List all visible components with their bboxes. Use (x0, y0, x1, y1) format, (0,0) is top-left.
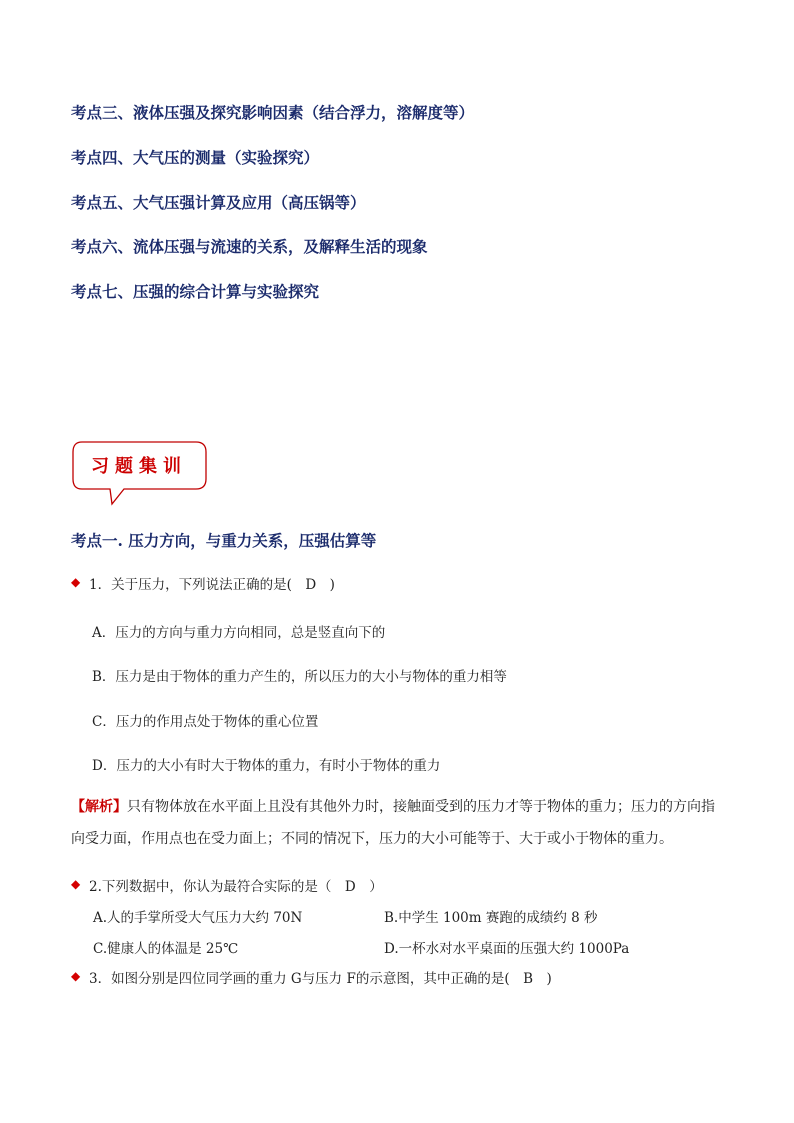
analysis-tag: 【解析】 (71, 799, 127, 815)
q2-option-b: B.中学生 100m 赛跑的成绩约 8 秒 (384, 910, 598, 926)
banner-label: 习题集训 (91, 456, 187, 477)
question-3-stem: 3．如图分别是四位同学画的重力 G与压力 F的示意图，其中正确的是( B ) (89, 971, 552, 987)
q1-option-b: B．压力是由于物体的重力产生的，所以压力的大小与物体的重力相等 (92, 669, 507, 685)
diamond-icon: ◆ (71, 969, 81, 983)
exercise-banner (72, 441, 212, 513)
section-heading: 考点一. 压力方向，与重力关系，压强估算等 (71, 531, 377, 550)
q2-option-a: A.人的手掌所受大气压力大约 70N (93, 910, 303, 926)
q1-option-c: C．压力的作用点处于物体的重心位置 (92, 714, 319, 730)
q2-option-d: D.一杯水对水平桌面的压强大约 1000Pa (384, 941, 630, 957)
diamond-icon: ◆ (71, 575, 81, 589)
analysis-line-2: 向受力面，作用点也在受力面上；不同的情况下，压力的大小可能等于、大于或小于物体的重力。 (71, 831, 673, 847)
diamond-icon: ◆ (71, 877, 81, 891)
q2-option-c: C.健康人的体温是 25℃ (93, 941, 239, 957)
topic-6: 考点六、流体压强与流速的关系，及解释生活的现象 (71, 237, 428, 256)
question-1-stem: 1．关于压力，下列说法正确的是( D ) (89, 577, 335, 593)
topic-7: 考点七、压强的综合计算与实验探究 (71, 282, 320, 301)
q1-option-d: D．压力的大小有时大于物体的重力，有时小于物体的重力 (92, 758, 441, 774)
q1-option-a: A．压力的方向与重力方向相同，总是竖直向下的 (92, 625, 386, 641)
topic-4: 考点四、大气压的测量（实验探究） (71, 148, 320, 167)
question-2-stem: 2.下列数据中，你认为最符合实际的是（ D ） (89, 879, 383, 895)
topic-3: 考点三、液体压强及探究影响因素（结合浮力，溶解度等） (71, 103, 475, 122)
topic-5: 考点五、大气压强计算及应用（高压锅等） (71, 193, 366, 212)
analysis-line-1 (71, 793, 715, 821)
analysis-text-1: 只有物体放在水平面上且没有其他外力时，接触面受到的压力才等于物体的重力；压力的方向指 (127, 799, 715, 815)
